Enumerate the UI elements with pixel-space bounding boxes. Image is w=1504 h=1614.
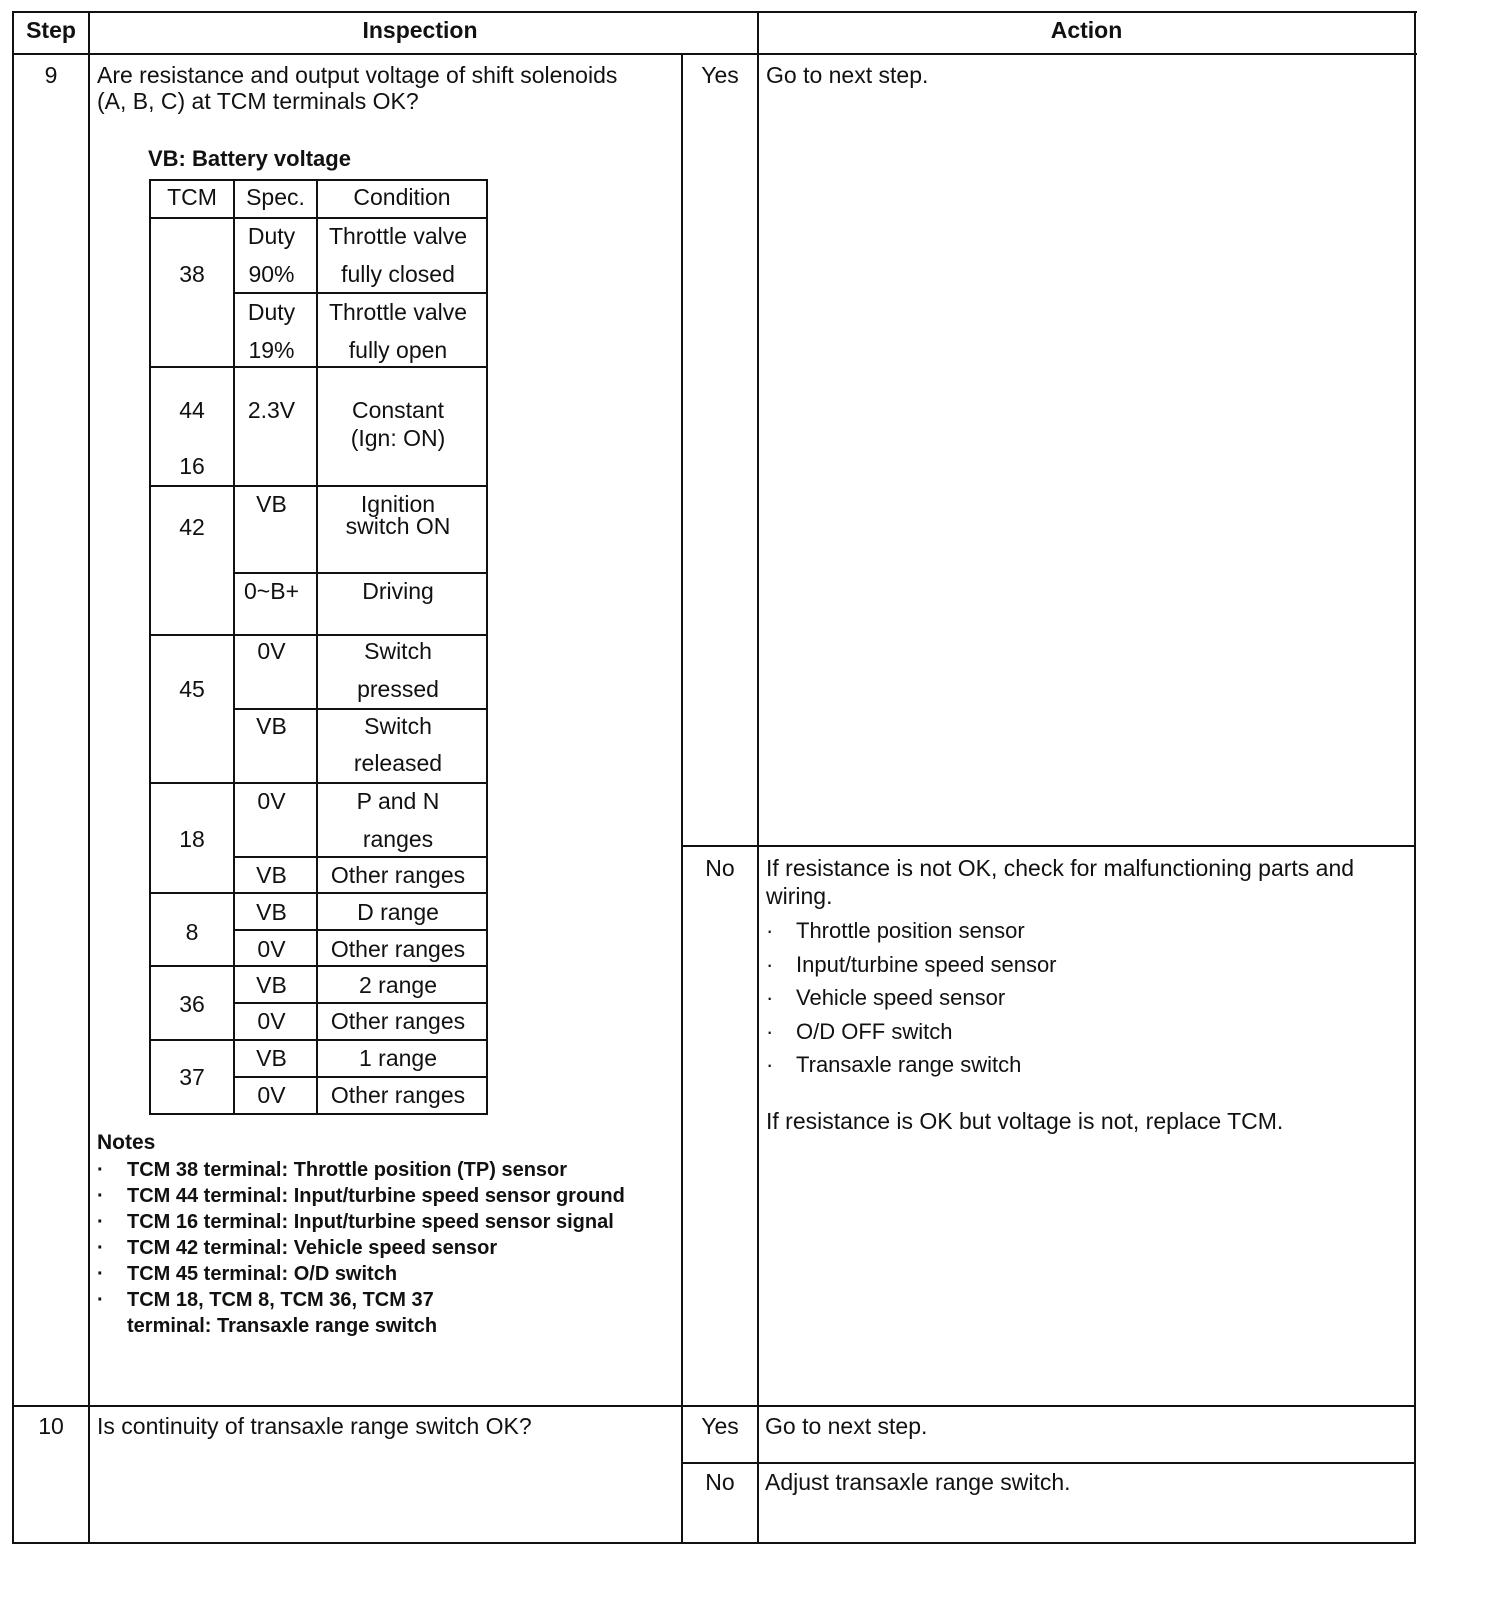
spec-header-tcm: TCM <box>167 184 217 210</box>
spec-table-line <box>235 292 488 294</box>
condition-cell: (Ign: ON) <box>350 425 446 451</box>
yes-label: Yes <box>701 62 739 88</box>
yes-action: Go to next step. <box>765 1413 928 1439</box>
condition-cell: Driving <box>362 578 434 604</box>
tcm-cell: 8 <box>185 919 199 945</box>
note-item: · TCM 42 terminal: Vehicle speed sensor <box>97 1237 498 1259</box>
condition-cell: pressed <box>357 676 439 702</box>
table-border-right <box>1414 11 1416 1544</box>
no-label: No <box>705 1469 735 1495</box>
spec-cell: 0V <box>257 936 286 962</box>
note-item: · TCM 38 terminal: Throttle position (TP) sensor <box>97 1159 568 1181</box>
no-action-item: · Input/turbine speed sensor <box>766 952 1057 977</box>
bullet-icon: · <box>97 1237 104 1259</box>
spec-table-line <box>149 1039 488 1041</box>
spec-header-condition: Condition <box>353 184 451 210</box>
condition-cell: ranges <box>362 826 434 852</box>
table-border-left <box>12 11 14 1544</box>
tcm-cell: 38 <box>179 261 205 287</box>
table-border-bottom <box>12 1542 1415 1544</box>
condition-cell: D range <box>357 899 439 925</box>
note-item: · TCM 18, TCM 8, TCM 36, TCM 37 <box>97 1289 434 1311</box>
question-line-1: Are resistance and output voltage of shift solenoids <box>97 62 618 88</box>
row-divider <box>12 1405 1415 1407</box>
action-col-divider <box>757 11 759 1544</box>
vb-legend: VB: Battery voltage <box>148 146 351 171</box>
spec-table-line <box>149 892 488 894</box>
condition-cell: Other ranges <box>330 936 466 962</box>
no-action-item: · Throttle position sensor <box>766 918 1025 943</box>
spec-cell: 0~B+ <box>244 578 299 604</box>
spec-cell: VB <box>256 713 287 739</box>
condition-cell: Other ranges <box>330 1008 466 1034</box>
result-col-divider <box>681 53 683 1544</box>
tcm-cell: 36 <box>179 991 205 1017</box>
tcm-cell: 45 <box>179 676 205 702</box>
table-border-top <box>12 11 1417 13</box>
note-item: · TCM 16 terminal: Input/turbine speed sensor signal <box>97 1211 614 1233</box>
tcm-cell: 16 <box>179 453 205 479</box>
condition-cell: 1 range <box>358 1045 437 1071</box>
spec-cell: VB <box>256 899 287 925</box>
spec-cell: VB <box>256 1045 287 1071</box>
no-action-item: · Vehicle speed sensor <box>766 985 1006 1010</box>
question-line-2: (A, B, C) at TCM terminals OK? <box>97 88 419 114</box>
spec-table-line <box>235 1076 488 1078</box>
spec-table-line <box>149 217 488 219</box>
spec-table-border-right <box>486 179 488 1115</box>
condition-cell: Throttle valve <box>328 299 468 325</box>
spec-cell: VB <box>256 862 287 888</box>
spec-header-spec: Spec. <box>246 184 305 210</box>
spec-cell: 2.3V <box>247 397 296 423</box>
bullet-icon: · <box>97 1211 104 1233</box>
spec-cell: 19% <box>248 337 295 363</box>
bullet-icon: · <box>766 918 774 943</box>
condition-cell: released <box>353 750 443 776</box>
spec-cell: Duty <box>247 223 296 249</box>
spec-table-line <box>149 366 488 368</box>
header-step: Step <box>26 17 76 43</box>
condition-cell: switch ON <box>345 513 451 539</box>
yes-label: Yes <box>701 1413 739 1439</box>
condition-cell: Other ranges <box>330 1082 466 1108</box>
step-col-divider <box>88 11 90 1544</box>
yes-no-divider-9 <box>683 845 1415 847</box>
spec-table-line <box>149 634 488 636</box>
header-inspection: Inspection <box>362 17 478 43</box>
spec-table-line <box>235 572 488 574</box>
bullet-icon: · <box>97 1185 104 1207</box>
no-action: Adjust transaxle range switch. <box>765 1469 1071 1495</box>
tcm-cell: 37 <box>179 1064 205 1090</box>
bullet-icon: · <box>766 1019 774 1044</box>
condition-cell: Other ranges <box>330 862 466 888</box>
condition-cell: Constant <box>351 397 445 423</box>
notes-title: Notes <box>97 1131 156 1154</box>
header-divider <box>12 53 1417 55</box>
spec-table-line <box>149 1113 488 1115</box>
condition-cell: Switch <box>364 638 432 664</box>
no-action-line-2: wiring. <box>766 883 833 909</box>
note-item: · TCM 44 terminal: Input/turbine speed sensor ground <box>97 1185 625 1207</box>
condition-cell: 2 range <box>358 972 437 998</box>
bullet-icon: · <box>97 1263 104 1285</box>
spec-cell: 0V <box>257 638 286 664</box>
step-number: 9 <box>44 62 58 88</box>
bullet-icon: · <box>766 952 774 977</box>
spec-cell: 0V <box>257 1082 286 1108</box>
condition-cell: Throttle valve <box>328 223 468 249</box>
condition-cell: Switch <box>364 713 432 739</box>
spec-table-line <box>235 929 488 931</box>
question: Is continuity of transaxle range switch OK? <box>97 1413 532 1439</box>
spec-table-border-left <box>149 179 151 1115</box>
spec-cell: Duty <box>247 299 296 325</box>
spec-table-line <box>149 782 488 784</box>
tcm-cell: 44 <box>179 397 205 423</box>
yes-no-divider-10 <box>683 1462 1415 1464</box>
spec-cell: 0V <box>257 788 286 814</box>
no-action-item: · O/D OFF switch <box>766 1019 953 1044</box>
spec-table-line <box>149 179 488 181</box>
condition-cell: P and N <box>356 788 440 814</box>
spec-table-line <box>235 856 488 858</box>
condition-cell: fully open <box>348 337 448 363</box>
note-item-continuation: terminal: Transaxle range switch <box>127 1315 438 1337</box>
no-action-outro: If resistance is OK but voltage is not, replace TCM. <box>766 1108 1284 1134</box>
no-action-item: · Transaxle range switch <box>766 1052 1022 1077</box>
bullet-icon: · <box>766 985 774 1010</box>
no-action-line-1: If resistance is not OK, check for malfunctioning parts and <box>766 855 1355 881</box>
spec-cell: VB <box>256 972 287 998</box>
bullet-icon: · <box>766 1052 774 1077</box>
spec-cell: VB <box>256 491 287 517</box>
spec-table-line <box>149 965 488 967</box>
condition-cell: Ignition <box>360 491 436 517</box>
spec-cell: 90% <box>248 261 295 287</box>
no-label: No <box>705 855 735 881</box>
spec-table-line <box>149 485 488 487</box>
condition-cell: fully closed <box>341 261 455 287</box>
tcm-cell: 42 <box>179 514 205 540</box>
spec-table-line <box>235 1002 488 1004</box>
bullet-icon: · <box>97 1289 104 1311</box>
spec-table-line <box>235 708 488 710</box>
bullet-icon: · <box>97 1159 104 1181</box>
note-item: · TCM 45 terminal: O/D switch <box>97 1263 398 1285</box>
tcm-cell: 18 <box>179 826 205 852</box>
header-action: Action <box>1050 17 1123 43</box>
yes-action: Go to next step. <box>766 62 929 88</box>
spec-cell: 0V <box>257 1008 286 1034</box>
step-number: 10 <box>38 1413 64 1439</box>
